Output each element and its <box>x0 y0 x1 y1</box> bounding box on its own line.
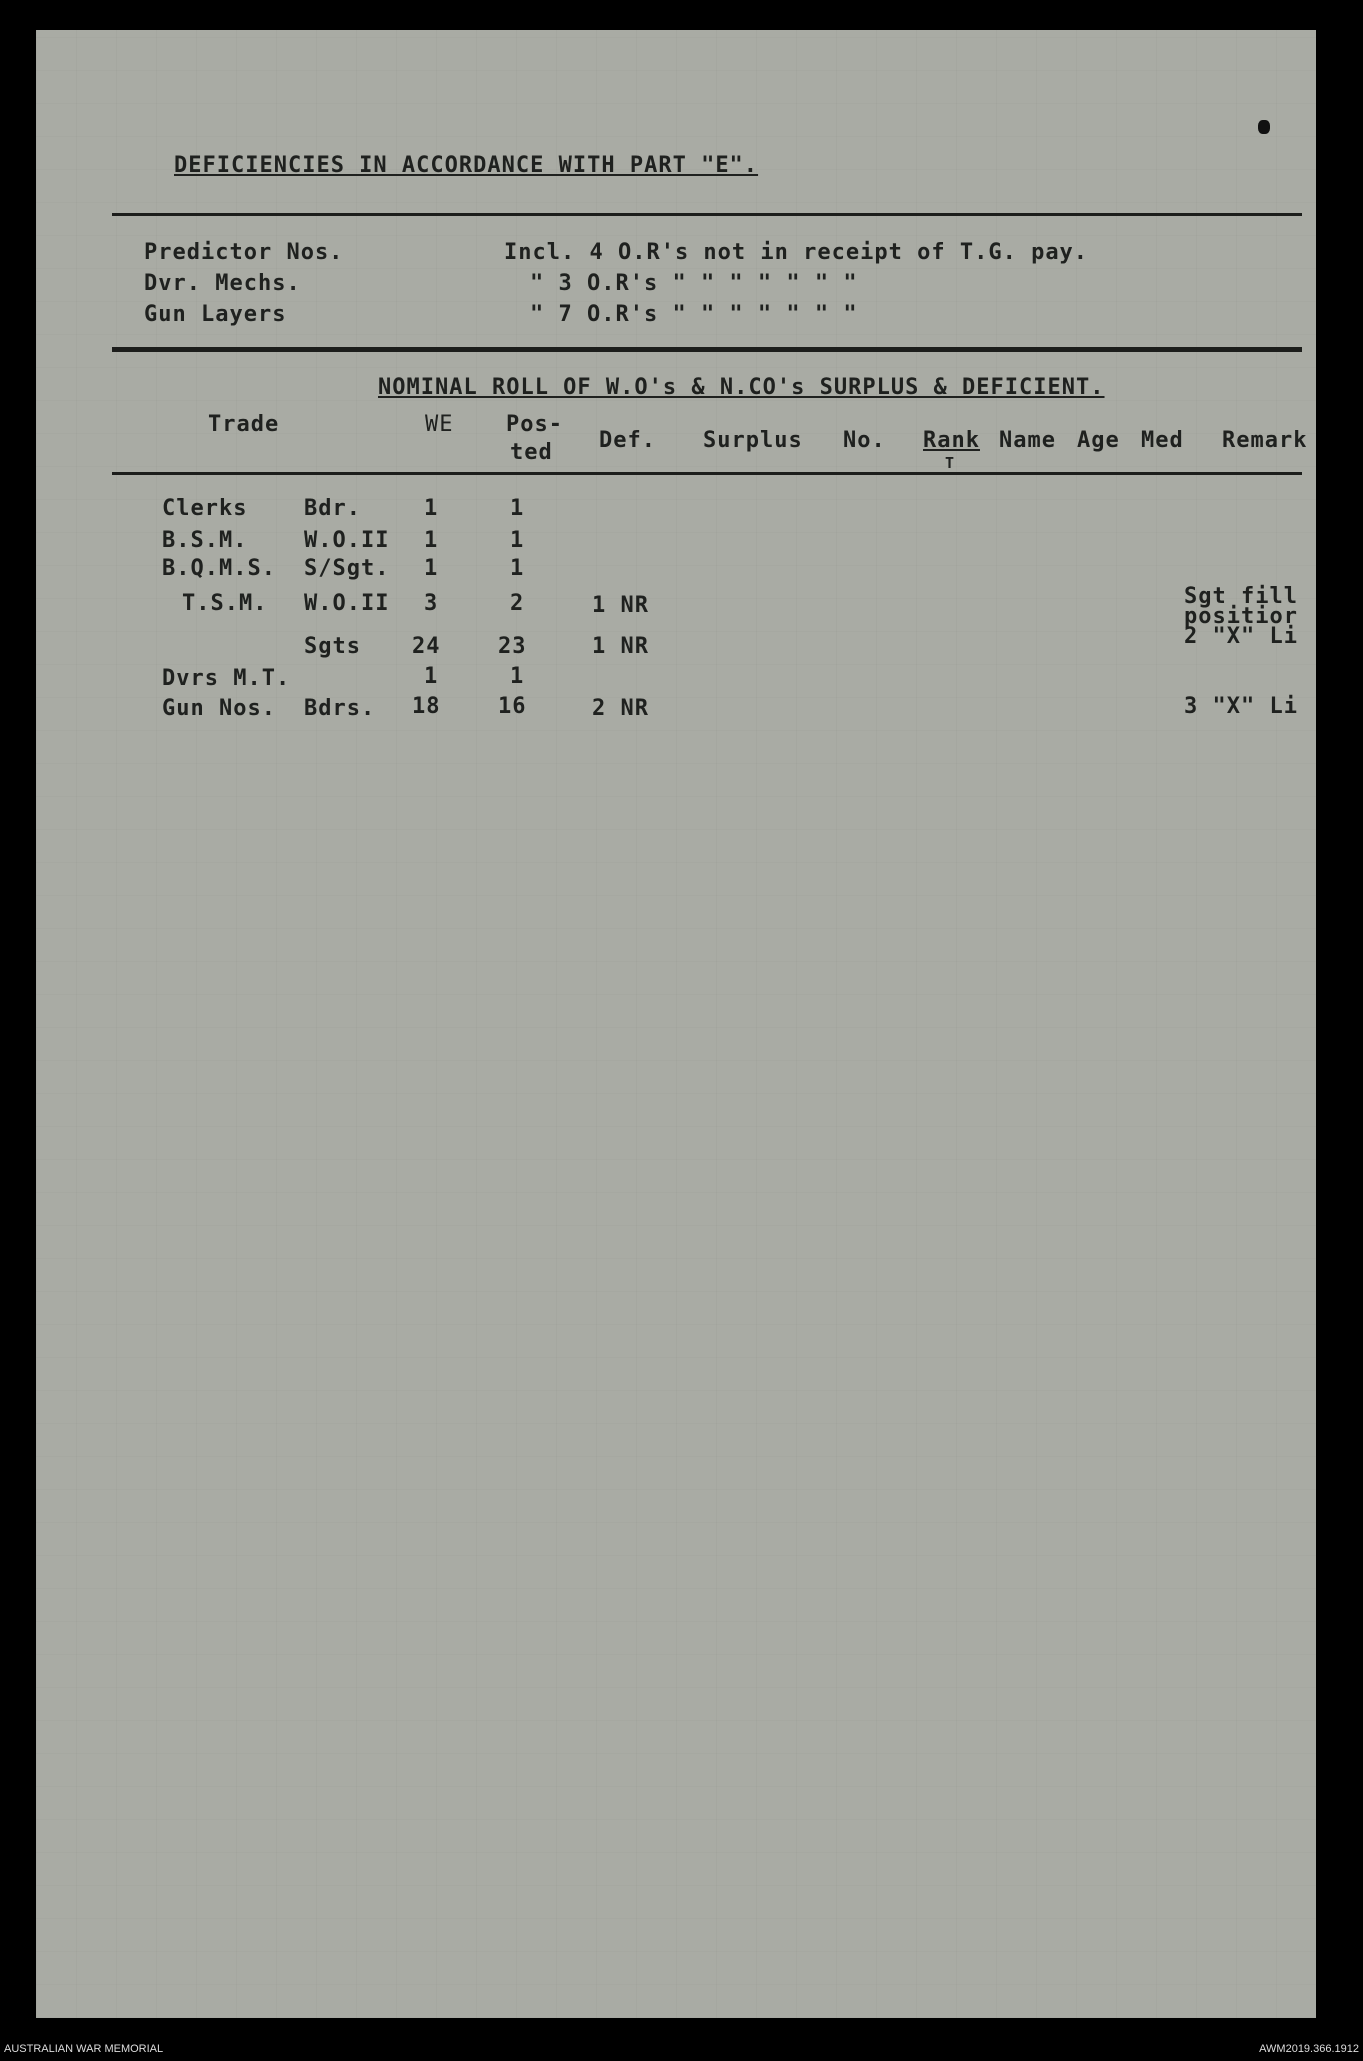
row-def: 1 NR <box>592 593 649 618</box>
col-surplus: Surplus <box>703 428 803 453</box>
row-we: 1 <box>424 556 439 581</box>
row-we: 1 <box>424 528 439 553</box>
deficiency-label: Predictor Nos. <box>144 240 344 265</box>
row-trade: Dvrs M.T. <box>162 666 291 691</box>
row-posted: 23 <box>498 634 527 659</box>
row-we: 1 <box>424 496 439 521</box>
col-def: Def. <box>599 428 656 453</box>
row-remarks: 3 "X" Li <box>1184 694 1298 719</box>
row-posted: 1 <box>510 664 525 689</box>
header-rule <box>112 472 1302 475</box>
nominal-roll-title: NOMINAL ROLL OF W.O's & N.CO's SURPLUS & DEFICIENT. <box>378 375 1105 400</box>
row-rank: Sgts <box>304 634 361 659</box>
row-posted: 16 <box>498 694 527 719</box>
deficiency-note: " 3 O.R's " " " " " " " <box>530 271 858 296</box>
col-posted-2: ted <box>510 440 553 465</box>
row-remarks: Sgt fill <box>1184 584 1298 609</box>
col-rank-sub: T <box>945 454 956 472</box>
row-we: 3 <box>424 591 439 616</box>
row-remarks-continued: 2 "X" Li <box>1184 624 1298 649</box>
row-posted: 1 <box>510 496 525 521</box>
row-trade: T.S.M. <box>182 591 268 616</box>
row-posted: 2 <box>510 591 525 616</box>
row-rank: S/Sgt. <box>304 556 390 581</box>
top-rule <box>112 213 1302 216</box>
col-no: No. <box>843 428 886 453</box>
row-we: 24 <box>412 634 441 659</box>
row-rank: W.O.II <box>304 528 390 553</box>
deficiency-label: Dvr. Mechs. <box>144 271 301 296</box>
row-remarks-continued: positior <box>1184 604 1298 629</box>
row-rank: Bdr. <box>304 496 361 521</box>
col-posted-1: Pos- <box>506 412 563 437</box>
deficiency-note: Incl. 4 O.R's not in receipt of T.G. pay. <box>504 240 1089 265</box>
row-trade: B.Q.M.S. <box>162 556 276 581</box>
footer-accession-number: AWM2019.366.1912 <box>1259 2043 1359 2055</box>
document-page <box>36 30 1316 2018</box>
row-posted: 1 <box>510 528 525 553</box>
col-age: Age <box>1077 428 1120 453</box>
punch-hole-mark <box>1258 120 1270 134</box>
row-trade: Gun Nos. <box>162 696 276 721</box>
col-name: Name <box>999 428 1056 453</box>
row-trade: B.S.M. <box>162 528 248 553</box>
col-remarks: Remark <box>1222 428 1308 453</box>
row-we: 1 <box>424 664 439 689</box>
row-def: 1 NR <box>592 634 649 659</box>
col-we: WE <box>425 412 454 437</box>
col-med: Med <box>1141 428 1184 453</box>
row-rank: W.O.II <box>304 591 390 616</box>
row-def: 2 NR <box>592 696 649 721</box>
deficiency-note: " 7 O.R's " " " " " " " <box>530 302 858 327</box>
footer-credit: AUSTRALIAN WAR MEMORIAL <box>4 2043 164 2055</box>
row-we: 18 <box>412 694 441 719</box>
row-posted: 1 <box>510 556 525 581</box>
col-trade: Trade <box>208 412 280 437</box>
deficiencies-heading: DEFICIENCIES IN ACCORDANCE WITH PART "E". <box>174 153 759 178</box>
col-rank: Rank <box>923 428 980 453</box>
deficiency-label: Gun Layers <box>144 302 287 327</box>
row-rank: Bdrs. <box>304 696 376 721</box>
row-trade: Clerks <box>162 496 248 521</box>
mid-rule <box>112 347 1302 352</box>
